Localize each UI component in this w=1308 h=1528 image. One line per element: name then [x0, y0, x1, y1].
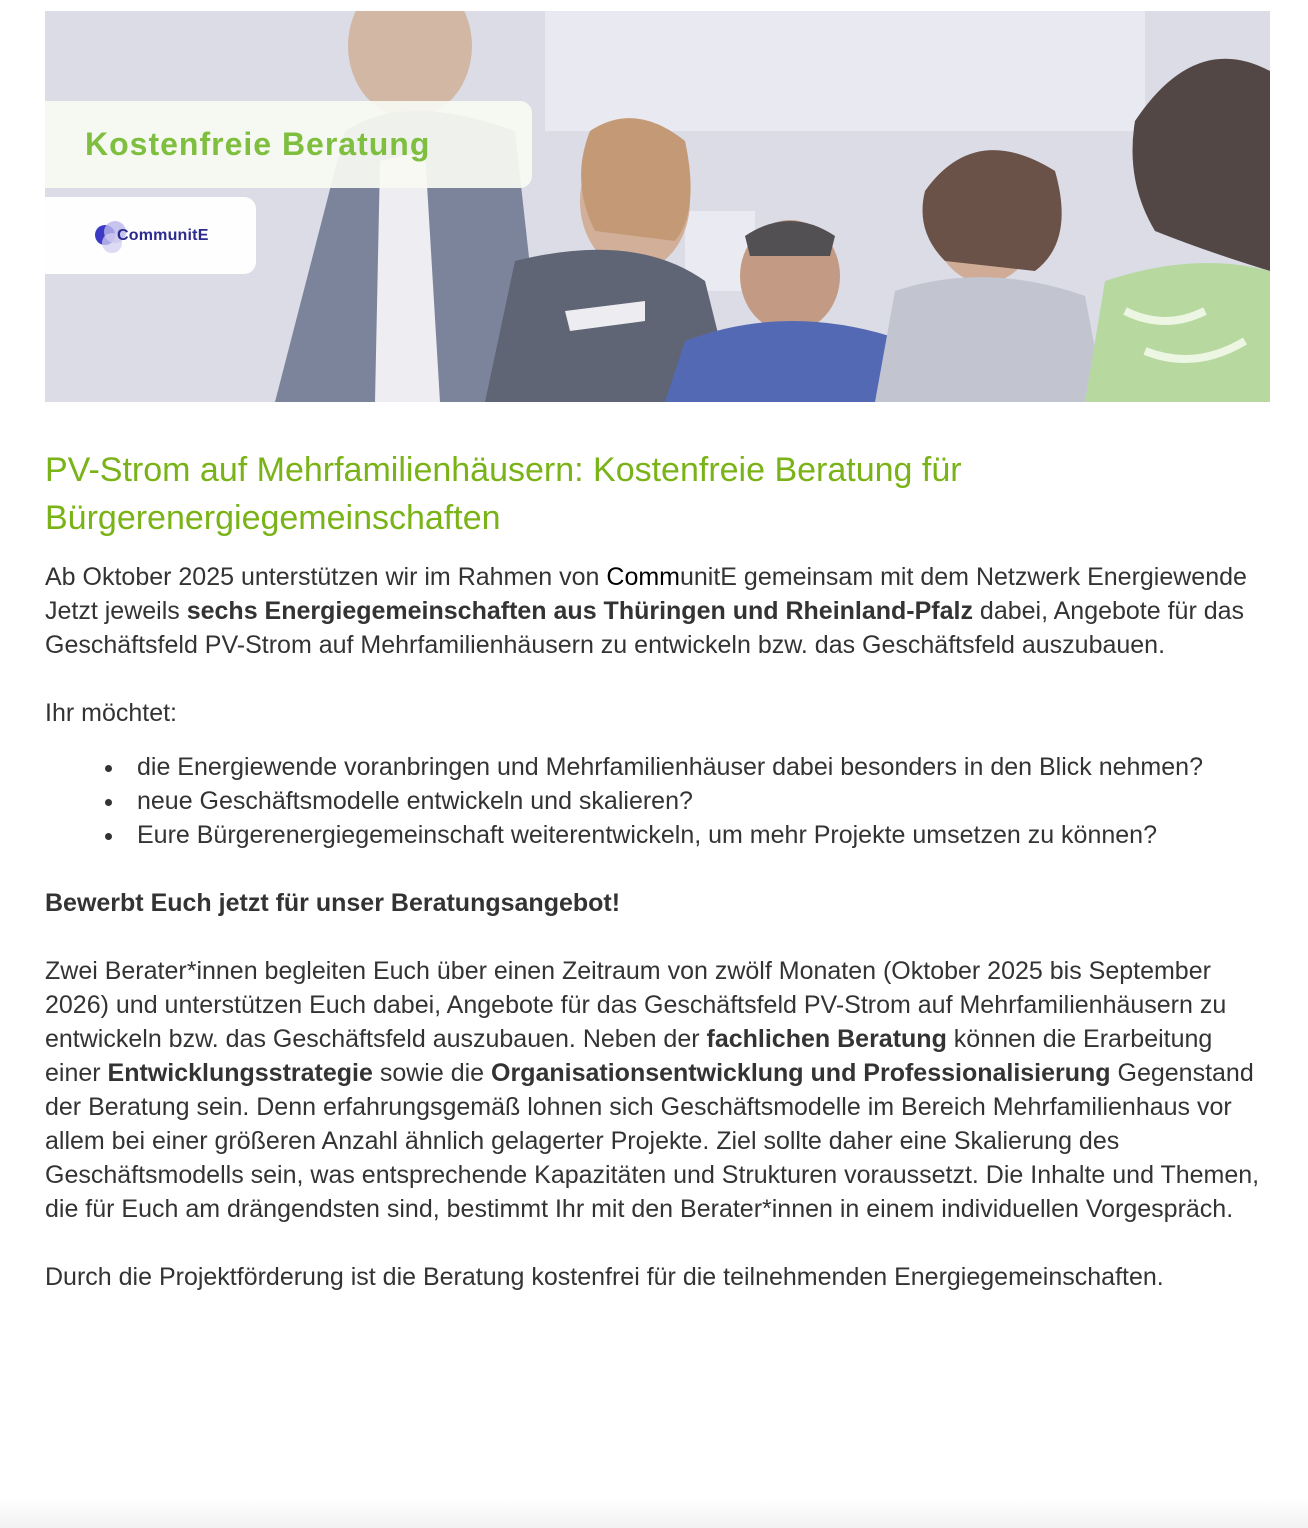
logo-text: CommunitE [117, 226, 209, 244]
bottom-fade [0, 1498, 1308, 1528]
funding-paragraph: Durch die Projektförderung ist die Beratung kostenfrei für die teilnehmenden Energiegemeinschaften. [45, 1263, 1164, 1291]
banner-title: Kostenfreie Beratung [45, 101, 532, 188]
call-to-action: Bewerbt Euch jetzt für unser Beratungsangebot! [45, 889, 621, 917]
wishes-lead: Ihr möchtet: [45, 699, 177, 727]
communite-logo [45, 197, 256, 274]
wishes-list [137, 750, 1260, 852]
list-item: die Energiewende voranbringen und Mehrfamilienhäuser dabei besonders in den Blick nehmen? [137, 750, 1260, 784]
intro-paragraph: Ab Oktober 2025 unterstützen wir im Rahmen von CommunitE gemeinsam mit dem Netzwerk Energiewende Jetzt jeweils sechs Energiegemeinschaften aus Thüringen und Rheinland-Pfalz dabei, Angebote für das Geschäftsfeld PV-Strom auf Mehrfamilienhäusern zu entwickeln bzw. das Geschäftsfeld auszubauen. [45, 563, 1247, 659]
brand-unite: unitE [680, 563, 737, 591]
hero-banner [45, 11, 1270, 402]
list-item: neue Geschäftsmodelle entwickeln und skalieren? [137, 784, 1260, 818]
brand-comm: Comm [606, 563, 680, 591]
details-paragraph: Zwei Berater*innen begleiten Euch über einen Zeitraum von zwölf Monaten (Oktober 2025 bis September 2026) und unterstützen Euch dabei, Angebote für das Geschäftsfeld PV-Strom auf Mehrfamilienhäusern zu entwickeln bzw. das Geschäftsfeld auszubauen. Neben der fachlichen Beratung können die Erarbeitung einer Entwicklungsstrategie sowie die Organisationsentwicklung und Professionalisierung Gegenstand der Beratung sein. Denn erfahrungsgemäß lohnen sich Geschäftsmodelle im Bereich Mehrfamilienhaus vor allem bei einer größeren Anzahl ähnlich gelagerter Projekte. Ziel sollte daher eine Skalierung des Geschäftsmodells sein, was entsprechende Kapazitäten und Strukturen voraussetzt. Die Inhalte und Themen, die für Euch am drängendsten sind, bestimmt Ihr mit den Berater*innen in einem individuellen Vorgespräch. [45, 957, 1260, 1223]
list-item: Eure Bürgerenergiegemeinschaft weiterentwickeln, um mehr Projekte umsetzen zu können? [137, 818, 1260, 852]
article-body [45, 446, 1260, 1294]
page-title: PV-Strom auf Mehrfamilienhäusern: Kostenfreie Beratung für Bürgerenergiegemeinschaften [45, 451, 962, 537]
